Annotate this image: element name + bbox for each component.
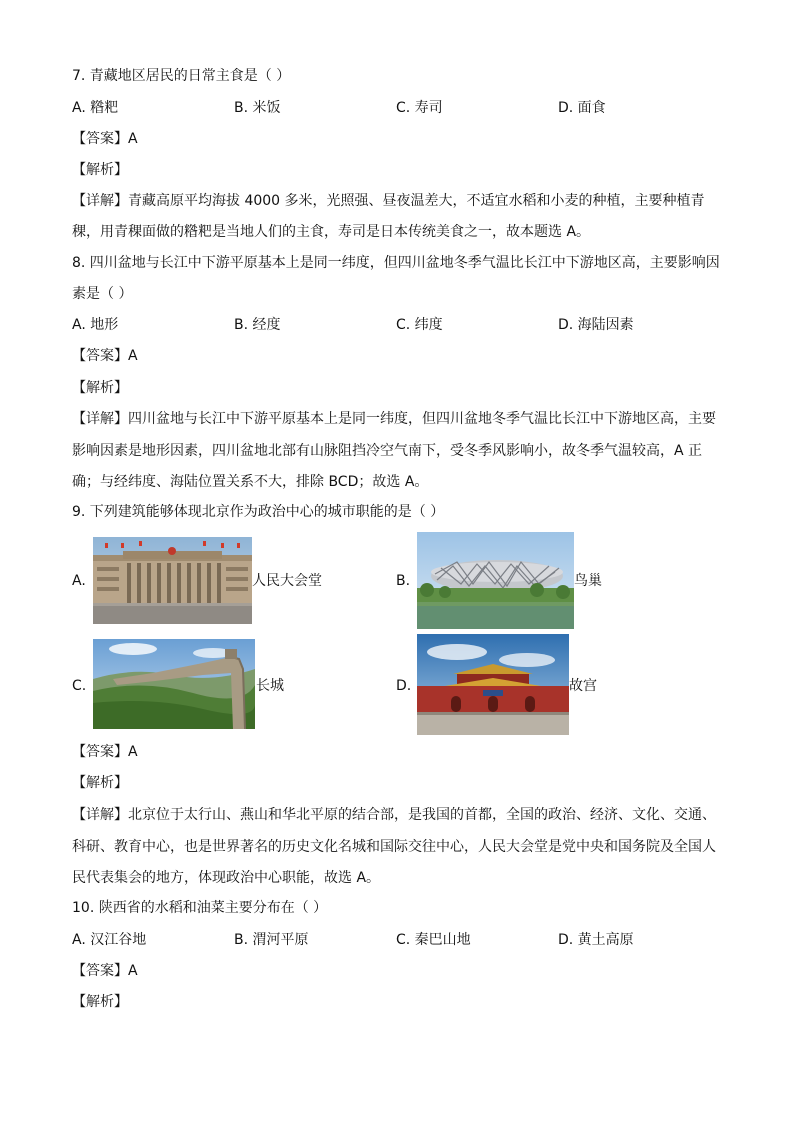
q9-detail-line-3: 民代表集会的地方，体现政治中心职能，故选 A。 xyxy=(72,870,381,886)
q9-detail-line-1: 【详解】北京位于太行山、燕山和华北平原的结合部，是我国的首都，全国的政治、经济、文化、交通、 xyxy=(72,807,716,823)
q9-option-a-label: 人民大会堂 xyxy=(252,573,322,589)
q9-option-a-letter: A. xyxy=(72,573,86,589)
q10-option-a: A. 汉江谷地 xyxy=(72,932,147,948)
q8-option-b: B. 经度 xyxy=(234,317,281,333)
forbidden-city-photo xyxy=(417,634,569,735)
great-wall-photo xyxy=(93,639,255,729)
question-9-stem: 9. 下列建筑能够体现北京作为政治中心的城市职能的是（ ） xyxy=(72,504,445,520)
q9-option-d-label: 故宫 xyxy=(569,678,597,694)
q9-option-c-label: 长城 xyxy=(256,678,284,694)
q7-analysis-heading: 【解析】 xyxy=(72,162,128,178)
great-hall-of-the-people-photo xyxy=(93,537,252,624)
q7-detail-line-1: 【详解】青藏高原平均海拔 4000 多米，光照强、昼夜温差大，不适宜水稻和小麦的种植，主要种植青 xyxy=(72,193,705,209)
question-7-stem: 7. 青藏地区居民的日常主食是（ ） xyxy=(72,68,291,84)
q9-option-d-letter: D. xyxy=(396,678,412,694)
q9-option-b-label: 鸟巢 xyxy=(574,573,602,589)
q9-detail-line-2: 科研、教育中心，也是世界著名的历史文化名城和国际交往中心，人民大会堂是党中央和国务院及全国人 xyxy=(72,839,716,855)
q7-detail-line-2: 稞，用青稞面做的糌粑是当地人们的主食，寿司是日本传统美食之一，故本题选 A。 xyxy=(72,224,591,240)
q7-answer: 【答案】A xyxy=(72,131,138,147)
q10-option-b: B. 渭河平原 xyxy=(234,932,309,948)
q7-option-b: B. 米饭 xyxy=(234,100,281,116)
q10-answer: 【答案】A xyxy=(72,963,138,979)
q7-option-a: A. 糌粑 xyxy=(72,100,119,116)
q10-option-d: D. 黄土高原 xyxy=(558,932,634,948)
q8-analysis-heading: 【解析】 xyxy=(72,380,128,396)
q9-option-b-letter: B. xyxy=(396,573,411,589)
q9-analysis-heading: 【解析】 xyxy=(72,775,128,791)
q7-option-d: D. 面食 xyxy=(558,100,606,116)
q8-detail-line-1: 【详解】四川盆地与长江中下游平原基本上是同一纬度，但四川盆地冬季气温比长江中下游地区高，主要 xyxy=(72,411,716,427)
q8-option-d: D. 海陆因素 xyxy=(558,317,634,333)
q9-answer: 【答案】A xyxy=(72,744,138,760)
q9-option-c-letter: C. xyxy=(72,678,87,694)
question-8-stem-line-2: 素是（ ） xyxy=(72,286,133,302)
question-8-stem-line-1: 8. 四川盆地与长江中下游平原基本上是同一纬度，但四川盆地冬季气温比长江中下游地区高，主要影响因 xyxy=(72,255,720,271)
q10-analysis-heading: 【解析】 xyxy=(72,994,128,1010)
q8-detail-line-2: 影响因素是地形因素，四川盆地北部有山脉阻挡冷空气南下，受冬季风影响小，故冬季气温较高，A 正 xyxy=(72,443,703,459)
q8-option-c: C. 纬度 xyxy=(396,317,443,333)
q10-option-c: C. 秦巴山地 xyxy=(396,932,471,948)
q8-detail-line-3: 确；与经纬度、海陆位置关系不大，排除 BCD；故选 A。 xyxy=(72,474,429,490)
q7-option-c: C. 寿司 xyxy=(396,100,443,116)
q8-option-a: A. 地形 xyxy=(72,317,119,333)
question-10-stem: 10. 陕西省的水稻和油菜主要分布在（ ） xyxy=(72,900,328,916)
q8-answer: 【答案】A xyxy=(72,348,138,364)
birds-nest-stadium-photo xyxy=(417,532,574,629)
